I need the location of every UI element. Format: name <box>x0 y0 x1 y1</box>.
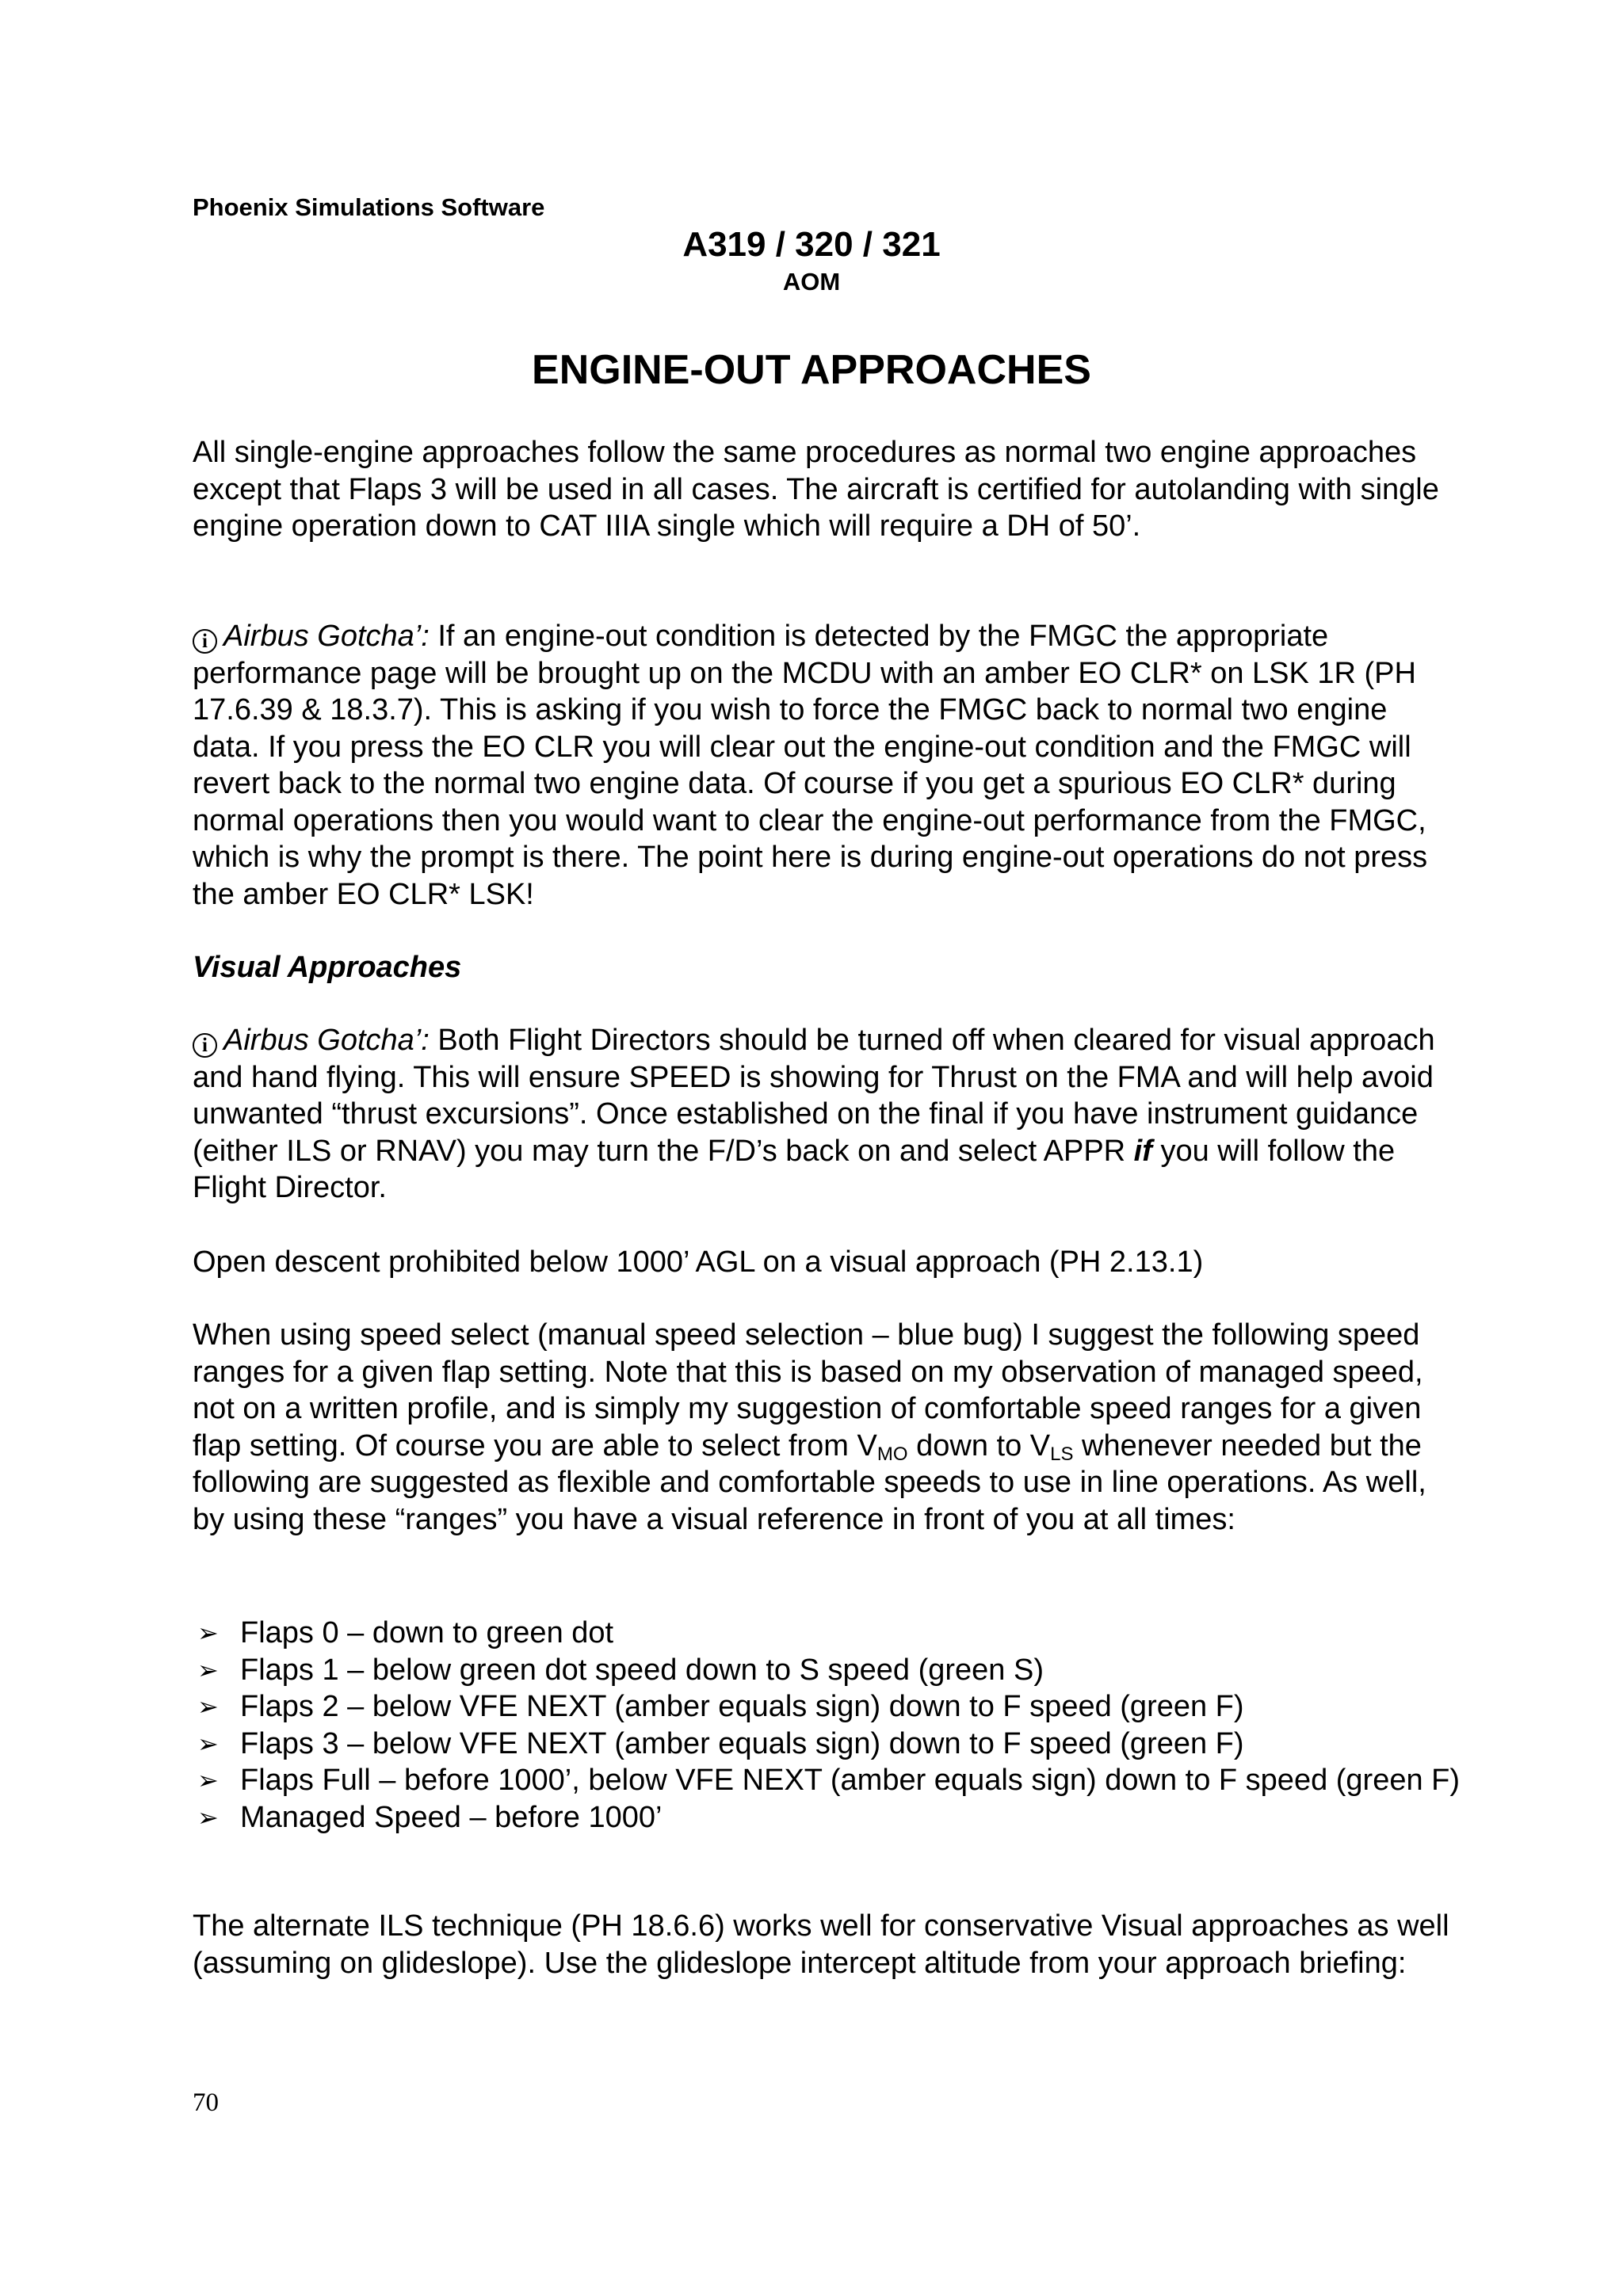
intro-paragraph: All single-engine approaches follow the same procedures as normal two engine approaches except that Flaps 3 will be used in all cases. The aircraft is certified for autolanding with single engine operation down to CAT IIIA single which will require a DH of 50’. <box>193 436 1439 543</box>
list-item-text: Flaps 1 – below green dot speed down to S speed (green S) <box>240 1653 1044 1687</box>
speed-text-part2: down to V <box>907 1428 1051 1463</box>
speed-text-part1: When using speed select (manual speed selection – blue bug) I suggest the following speed ranges for a given flap setting. Note that this is based on my observation of managed speed, not on a written profile, and is simply my suggestion of comfortable speed ranges for a given flap setting. Of course you are able to select from V <box>193 1318 1423 1463</box>
flap-speed-list <box>193 1615 1461 1836</box>
page-number: 70 <box>193 2088 219 2117</box>
section-heading-visual-approaches: Visual Approaches <box>193 951 462 984</box>
gotcha-label: Airbus Gotcha’: <box>223 620 430 653</box>
list-item <box>193 1762 1461 1799</box>
open-descent-paragraph: Open descent prohibited below 1000’ AGL on a visual approach (PH 2.13.1) <box>193 1245 1204 1279</box>
arrowhead-bullet-icon: ➢ <box>197 1618 219 1648</box>
gotcha-emphasis: if <box>1133 1134 1152 1168</box>
arrowhead-bullet-icon: ➢ <box>197 1654 219 1685</box>
arrowhead-bullet-icon: ➢ <box>197 1765 219 1795</box>
list-item <box>193 1615 1461 1652</box>
list-item-text: Flaps Full – before 1000’, below VFE NEXT (amber equals sign) down to F speed (green F) <box>240 1764 1461 1797</box>
speed-text-part3: whenever needed but the following are suggested as flexible and comfortable speeds to use in line operations. As well, by using these “ranges” you have a visual reference in front of you at all times: <box>193 1428 1426 1536</box>
gotcha-text-before: Both Flight Directors should be turned off when cleared for visual approach and hand flying. This will ensure SPEED is showing for Thrust on the FMA and will help avoid unwanted “thrust excursions”. Once established on the final if you have instrument guidance (either ILS or RNAV) you may turn the F/D’s back on and select APPR <box>193 1024 1435 1168</box>
gotcha-label: Airbus Gotcha’: <box>223 1024 430 1057</box>
aircraft-model: A319 / 320 / 321 <box>682 225 941 264</box>
alternate-ils-paragraph: The alternate ILS technique (PH 18.6.6) works well for conservative Visual approaches as well (assuming on glideslope). Use the glideslope intercept altitude from your approach briefing: <box>193 1909 1449 1980</box>
list-item <box>193 1652 1461 1689</box>
vmo-subscript: MO <box>876 1443 908 1465</box>
gotcha-paragraph-flight-directors <box>193 1022 1461 1207</box>
list-item-text: Managed Speed – before 1000’ <box>240 1800 663 1834</box>
list-item-text: Flaps 2 – below VFE NEXT (amber equals sign) down to F speed (green F) <box>240 1690 1244 1723</box>
arrowhead-bullet-icon: ➢ <box>197 1691 219 1722</box>
vls-subscript: LS <box>1050 1443 1074 1465</box>
page-title: ENGINE-OUT APPROACHES <box>532 347 1091 393</box>
document-type: AOM <box>782 268 841 296</box>
gotcha-text: If an engine-out condition is detected by the FMGC the appropriate performance page will be brought up on the MCDU with an amber EO CLR* on LSK 1R (PH 17.6.39 & 18.3.7). This is asking if you wish to force the FMGC back to normal two engine data. If you press the EO CLR you will clear out the engine-out condition and the FMGC will revert back to the normal two engine data. Of course if you get a spurious EO CLR* during normal operations then you would want to clear the engine-out performance from the FMGC, which is why the prompt is there. The point here is during engine-out operations do not press the amber EO CLR* LSK! <box>193 620 1428 911</box>
arrowhead-bullet-icon: ➢ <box>197 1728 219 1759</box>
info-icon: i <box>193 1033 217 1058</box>
arrowhead-bullet-icon: ➢ <box>197 1802 219 1833</box>
publisher-name: Phoenix Simulations Software <box>193 193 545 221</box>
speed-select-paragraph <box>193 1317 1461 1538</box>
list-item <box>193 1688 1461 1726</box>
list-item <box>193 1799 1461 1836</box>
gotcha-paragraph-engine-out <box>193 618 1461 913</box>
info-icon: i <box>193 629 217 654</box>
list-item-text: Flaps 0 – down to green dot <box>240 1616 614 1650</box>
list-item <box>193 1726 1461 1763</box>
gotcha-text-after: you will follow the Flight Director. <box>193 1134 1396 1204</box>
list-item-text: Flaps 3 – below VFE NEXT (amber equals sign) down to F speed (green F) <box>240 1726 1244 1760</box>
